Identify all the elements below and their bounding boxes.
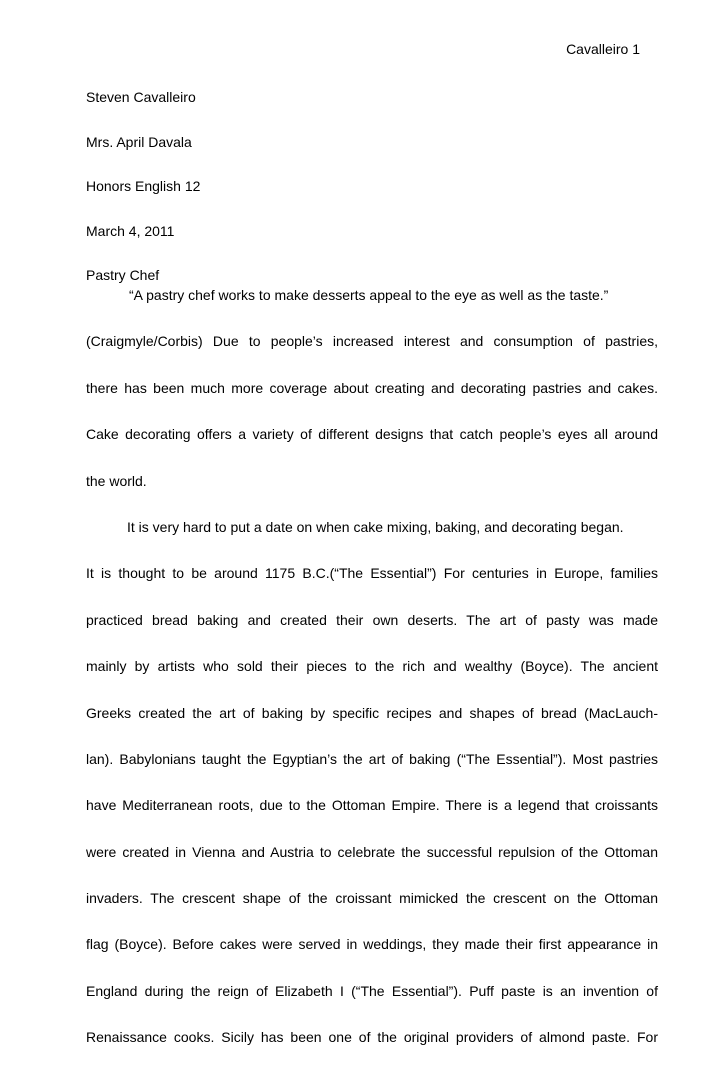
page-header-label: Cavalleiro 1 <box>566 41 640 57</box>
body-line: were created in Vienna and Austria to celebrate the successful repulsion of the Ottoman <box>86 843 658 860</box>
body-line: “A pastry chef works to make desserts appeal to the eye as well as the taste.” <box>129 287 609 303</box>
body-line: practiced bread baking and created their own deserts. The art of pasty was made <box>86 611 658 628</box>
essay-body <box>86 285 658 1074</box>
instructor-name: Mrs. April Davala <box>86 133 192 150</box>
body-line: lan). Babylonians taught the Egyptian’s the art of baking (“The Essential”). Most pastries <box>86 750 658 767</box>
paper-title: Pastry Chef <box>86 267 160 283</box>
body-line: It is very hard to put a date on when cake mixing, baking, and decorating began. <box>127 518 624 535</box>
body-line: have Mediterranean roots, due to the Ottoman Empire. There is a legend that croissants <box>86 797 658 814</box>
body-line: there has been much more coverage about creating and decorating pastries and cakes. <box>86 379 658 396</box>
author-name: Steven Cavalleiro <box>86 89 196 105</box>
body-line: the world. <box>86 472 147 489</box>
paper-date: March 4, 2011 <box>86 222 175 239</box>
body-line: Cake decorating offers a variety of different designs that catch people’s eyes all around <box>86 426 658 443</box>
body-line: flag (Boyce). Before cakes were served in weddings, they made their first appearance in <box>86 936 658 953</box>
body-line: Greeks created the art of baking by specific recipes and shapes of bread (MacLauch- <box>86 704 658 721</box>
body-line: mainly by artists who sold their pieces to the rich and wealthy (Boyce). The ancient <box>86 658 658 675</box>
body-line: invaders. The crescent shape of the croissant mimicked the crescent on the Ottoman <box>86 890 658 907</box>
body-line: England during the reign of Elizabeth I (“The Essential”). Puff paste is an invention of <box>86 982 658 999</box>
body-line: It is thought to be around 1175 B.C.(“The Essential”) For centuries in Europe, families <box>86 565 658 582</box>
body-line: Renaissance cooks. Sicily has been one of the original providers of almond paste. For <box>86 1029 658 1046</box>
course-name: Honors English 12 <box>86 178 201 194</box>
body-line: (Craigmyle/Corbis) Due to people’s increased interest and consumption of pastries, <box>86 333 658 350</box>
mla-heading <box>86 87 646 310</box>
